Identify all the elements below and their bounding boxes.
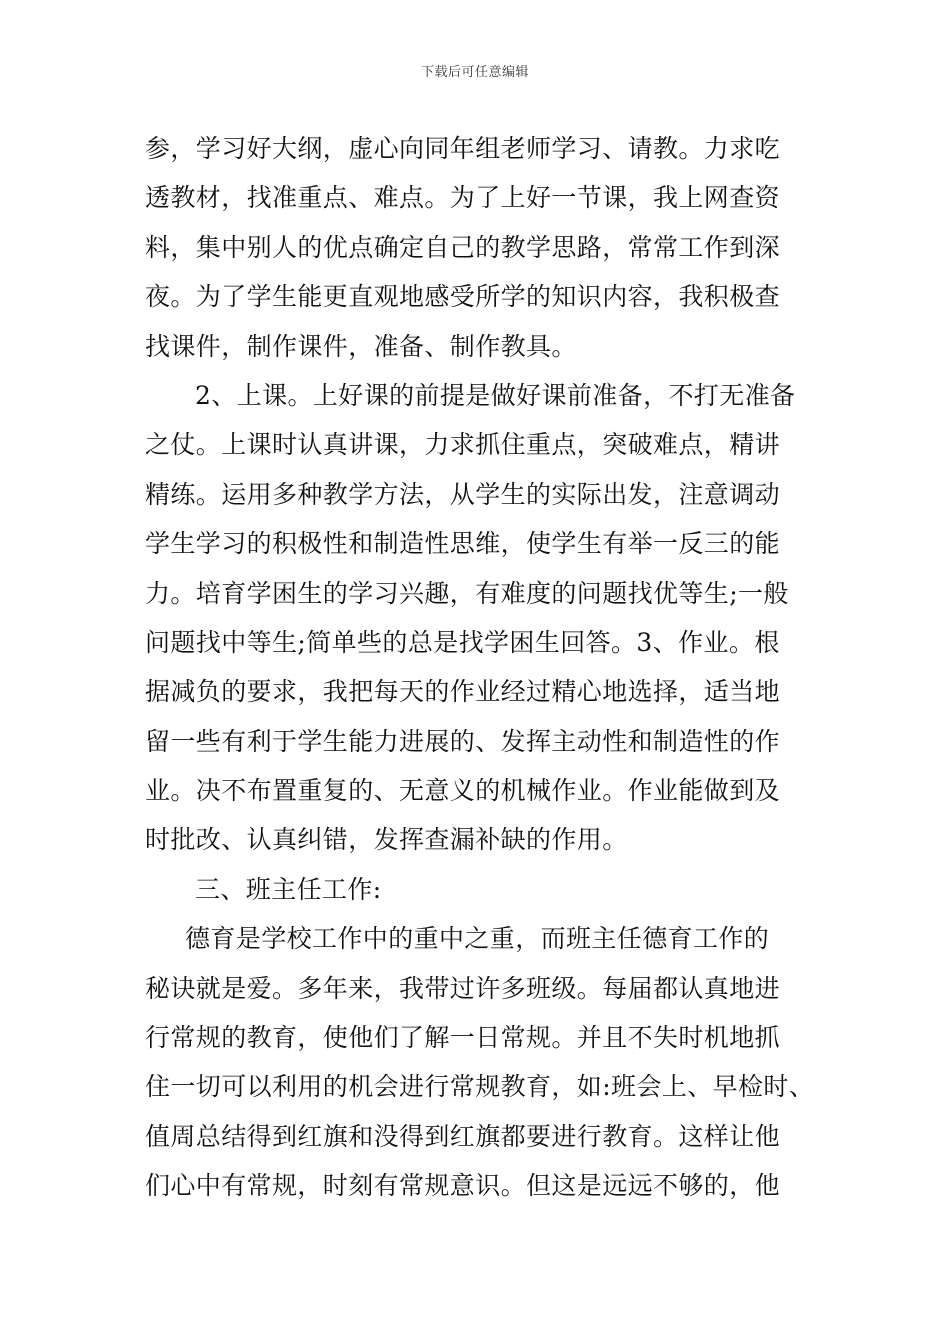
text-line: 秘诀就是爱。多年来，我带过许多班级。每届都认真地进 — [145, 973, 781, 1003]
text-line: 找课件，制作课件，准备、制作教具。 — [145, 331, 577, 361]
text-line: 参，学习好大纲，虚心向同年组老师学习、请教。力求吃 — [145, 134, 781, 163]
text-line: 时批改、认真纠错，发挥查漏补缺的作用。 — [145, 825, 628, 855]
page-header: 下载后可任意编辑 — [420, 65, 529, 80]
text-line: 德育是学校工作中的重中之重，而班主任德育工作的 — [185, 924, 770, 954]
section-heading: 三、班主任工作: — [195, 874, 382, 904]
text-line: 行常规的教育，使他们了解一日常规。并且不失时机地抓 — [145, 1023, 781, 1053]
text-line: 们心中有常规，时刻有常规意识。但这是远远不够的，他 — [145, 1171, 781, 1201]
text-line: 学生学习的积极性和制造性思维，使学生有举一反三的能 — [145, 529, 781, 559]
text-line: 之仗。上课时认真讲课，力求抓住重点，突破难点，精讲 — [145, 430, 781, 460]
text-line: 力。培育学困生的学习兴趣，有难度的问题找优等生;一般 — [145, 578, 789, 608]
text-line: 住一切可以利用的机会进行常规教育，如:班会上、早检时、 — [145, 1072, 815, 1102]
text-line: 问题找中等生;简单些的总是找学困生回答。3、作业。根 — [145, 627, 780, 657]
text-line: 料，集中别人的优点确定自己的教学思路，常常工作到深 — [145, 232, 781, 262]
text-line: 透教材，找准重点、难点。为了上好一节课，我上网查资 — [145, 183, 781, 213]
text-line: 业。决不布置重复的、无意义的机械作业。作业能做到及 — [145, 776, 781, 806]
text-line: 精练。运用多种教学方法，从学生的实际出发，注意调动 — [145, 479, 781, 509]
body-text — [145, 124, 815, 1211]
text-line: 2、上课。上好课的前提是做好课前准备，不打无准备 — [195, 380, 796, 410]
text-line: 据减负的要求，我把每天的作业经过精心地选择，适当地 — [145, 677, 781, 707]
text-line: 值周总结得到红旗和没得到红旗都要进行教育。这样让他 — [145, 1121, 781, 1151]
text-line: 夜。为了学生能更直观地感受所学的知识内容，我积极查 — [145, 282, 781, 312]
text-line: 留一些有利于学生能力进展的、发挥主动性和制造性的作 — [145, 726, 781, 756]
